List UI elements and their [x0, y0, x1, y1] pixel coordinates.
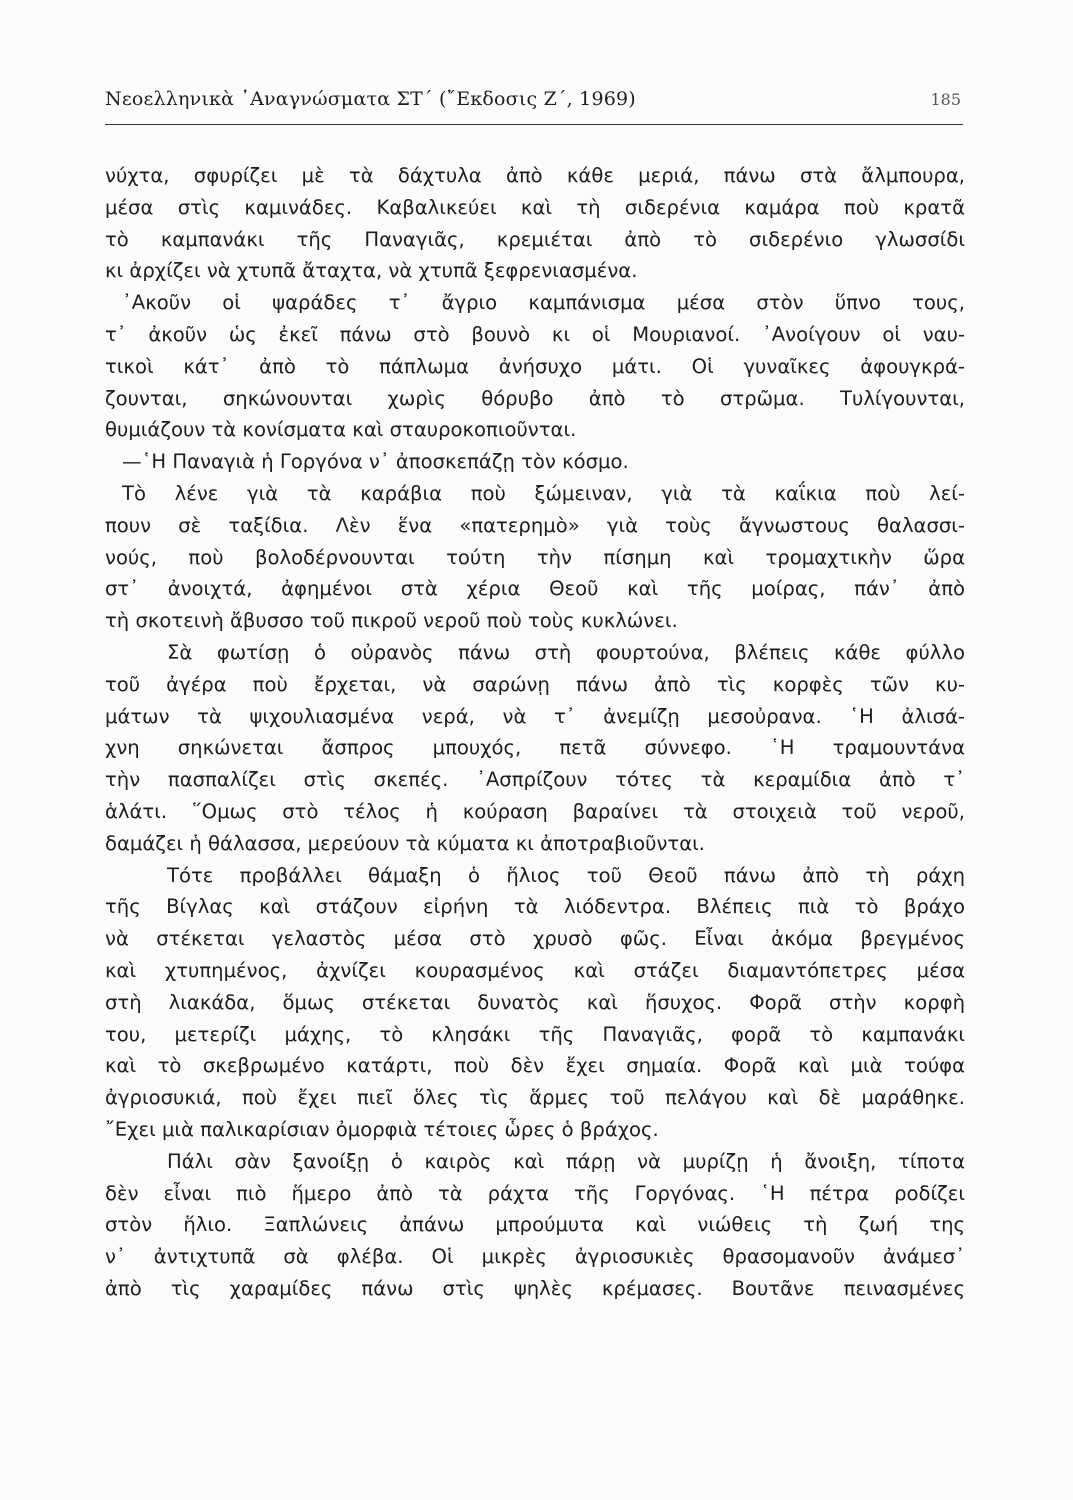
running-head: Νεοελληνικὰ ᾿Αναγνώσματα ΣΤ΄ (῎Εκδοσις Ζ΄, 1969) — [105, 88, 636, 110]
text-line: ῎Εχει μιὰ παλικαρίσιαν ὀμορφιὰ τέτοιες ὧρες ὁ βράχος. — [105, 1117, 659, 1141]
text-line: νὰ στέκεται γελαστὸς μέσα στὸ χρυσὸ φῶς. Εἶναι ἀκόμα βρεγμένος — [105, 927, 965, 951]
text-line: ᾿Ακοῦν οἱ ψαράδες τ᾿ ἄγριο καμπάνισμα μέσα στὸν ὕπνο τους, — [122, 291, 965, 315]
text-line: μέσα στὶς καμινάδες. Καβαλικεύει καὶ τὴ σιδερένια καμάρα ποὺ κρατᾶ — [105, 195, 965, 219]
text-line: Τὸ λένε γιὰ τὰ καράβια ποὺ ξώμειναν, γιὰ τὰ καΐκια ποὺ λεί- — [122, 481, 965, 505]
text-line: τικοὶ κάτ᾿ ἀπὸ τὸ πάπλωμα ἀνήσυχο μάτι. Οἱ γυναῖκες ἀφουγκρά- — [105, 354, 965, 378]
text-line: ἀπὸ τὶς χαραμίδες πάνω στὶς ψηλὲς κρέμασες. Βουτᾶνε πεινασμένες — [105, 1276, 965, 1300]
text-line: πουν σὲ ταξίδια. Λὲν ἕνα «πατερημὸ» γιὰ τοὺς ἄγνωστους θαλασσι- — [105, 513, 965, 537]
text-line: κι ἀρχίζει νὰ χτυπᾶ ἄταχτα, νὰ χτυπᾶ ξεφρενιασμένα. — [105, 259, 638, 283]
text-line: μάτων τὰ ψιχουλιασμένα νερά, νὰ τ᾿ ἀνεμίζῃ μεσοὐρανα. ῾Η ἀλισά- — [105, 704, 965, 728]
text-line: τὴ σκοτεινὴ ἄβυσσο τοῦ πικροῦ νεροῦ ποὺ τοὺς κυκλώνει. — [105, 609, 678, 633]
page-header — [105, 88, 963, 118]
text-line: νούς, ποὺ βολοδέρνουνται τούτη τὴν πίσημη καὶ τρομαχτικὴν ὥρα — [105, 545, 965, 569]
text-line: δαμάζει ἡ θάλασσα, μερεύουν τὰ κύματα κι ἀποτραβιοῦνται. — [105, 831, 705, 855]
text-line: ζουνται, σηκώνουνται χωρὶς θόρυβο ἀπὸ τὸ στρῶμα. Τυλίγουνται, — [105, 386, 965, 410]
text-line: καὶ χτυπημένος, ἀχνίζει κουρασμένος καὶ στάζει διαμαντόπετρες μέσα — [105, 958, 965, 982]
text-line: τῆς Βίγλας καὶ στάζουν εἰρήνη τὰ λιόδεντρα. Βλέπεις πιὰ τὸ βράχο — [105, 895, 965, 919]
text-line: του, μετερίζι μάχης, τὸ κλησάκι τῆς Παναγιᾶς, φορᾶ τὸ καμπανάκι — [105, 1022, 965, 1046]
body-text — [105, 160, 965, 1305]
text-line: τ᾿ ἀκοῦν ὡς ἐκεῖ πάνω στὸ βουνὸ κι οἱ Μουριανοί. ᾿Ανοίγουν οἱ ναυ- — [105, 322, 965, 346]
text-line: —῾Η Παναγιὰ ἡ Γοργόνα ν᾿ ἀποσκεπάζῃ τὸν κόσμο. — [122, 450, 629, 474]
text-line: τὴν πασπαλίζει στὶς σκεπές. ᾿Ασπρίζουν τότες τὰ κεραμίδια ἀπὸ τ᾿ — [105, 768, 965, 792]
text-line: ν᾿ ἀντιχτυπᾶ σὰ φλέβα. Οἱ μικρὲς ἀγριοσυκιὲς θρασομανοῦν ἀνάμεσ᾿ — [105, 1245, 965, 1269]
text-line: θυμιάζουν τὰ κονίσματα καὶ σταυροκοπιοῦνται. — [105, 418, 577, 442]
text-line: τοῦ ἀγέρα ποὺ ἔρχεται, νὰ σαρώνῃ πάνω ἀπὸ τὶς κορφὲς τῶν κυ- — [105, 672, 965, 696]
text-line: νύχτα, σφυρίζει μὲ τὰ δάχτυλα ἀπὸ κάθε μεριά, πάνω στὰ ἄλμπουρα, — [105, 164, 965, 187]
text-line: χνη σηκώνεται ἄσπρος μπουχός, πετᾶ σύννεφο. ῾Η τραμουντάνα — [105, 736, 965, 760]
text-line: στὴ λιακάδα, ὅμως στέκεται δυνατὸς καὶ ἥσυχος. Φορᾶ στὴν κορφὴ — [105, 990, 965, 1014]
text-line: καὶ τὸ σκεβρωμένο κατάρτι, ποὺ δὲν ἔχει σημαία. Φορᾶ καὶ μιὰ τούφα — [105, 1054, 965, 1078]
text-line: Πάλι σὰν ξανοίξῃ ὁ καιρὸς καὶ πάρῃ νὰ μυρίζῃ ἡ ἄνοιξη, τίποτα — [167, 1149, 965, 1173]
text-line: Τότε προβάλλει θάμαξη ὁ ἥλιος τοῦ Θεοῦ πάνω ἀπὸ τὴ ράχη — [167, 863, 965, 887]
header-rule — [105, 124, 963, 125]
text-line: ἀγριοσυκιά, ποὺ ἔχει πιεῖ ὅλες τὶς ἅρμες τοῦ πελάγου καὶ δὲ μαράθηκε. — [105, 1086, 965, 1110]
text-line: Σὰ φωτίσῃ ὁ οὐρανὸς πάνω στὴ φουρτούνα, βλέπεις κάθε φύλλο — [167, 640, 965, 664]
text-line: στὸν ἥλιο. Ξαπλώνεις ἀπάνω μπρούμυτα καὶ νιώθεις τὴ ζωή της — [105, 1213, 965, 1237]
page-number: 185 — [930, 90, 961, 109]
text-line: ἁλάτι. ῞Ομως στὸ τέλος ἡ κούραση βαραίνει τὰ στοιχειὰ τοῦ νεροῦ, — [105, 799, 965, 823]
text-line: τὸ καμπανάκι τῆς Παναγιᾶς, κρεμιέται ἀπὸ τὸ σιδερένιο γλωσσίδι — [105, 227, 965, 251]
text-line: δὲν εἶναι πιὸ ἥμερο ἀπὸ τὰ ράχτα τῆς Γοργόνας. ῾Η πέτρα ροδίζει — [105, 1181, 965, 1205]
text-line: στ᾿ ἀνοιχτά, ἀφημένοι στὰ χέρια Θεοῦ καὶ τῆς μοίρας, πάν᾿ ἀπὸ — [105, 577, 965, 601]
